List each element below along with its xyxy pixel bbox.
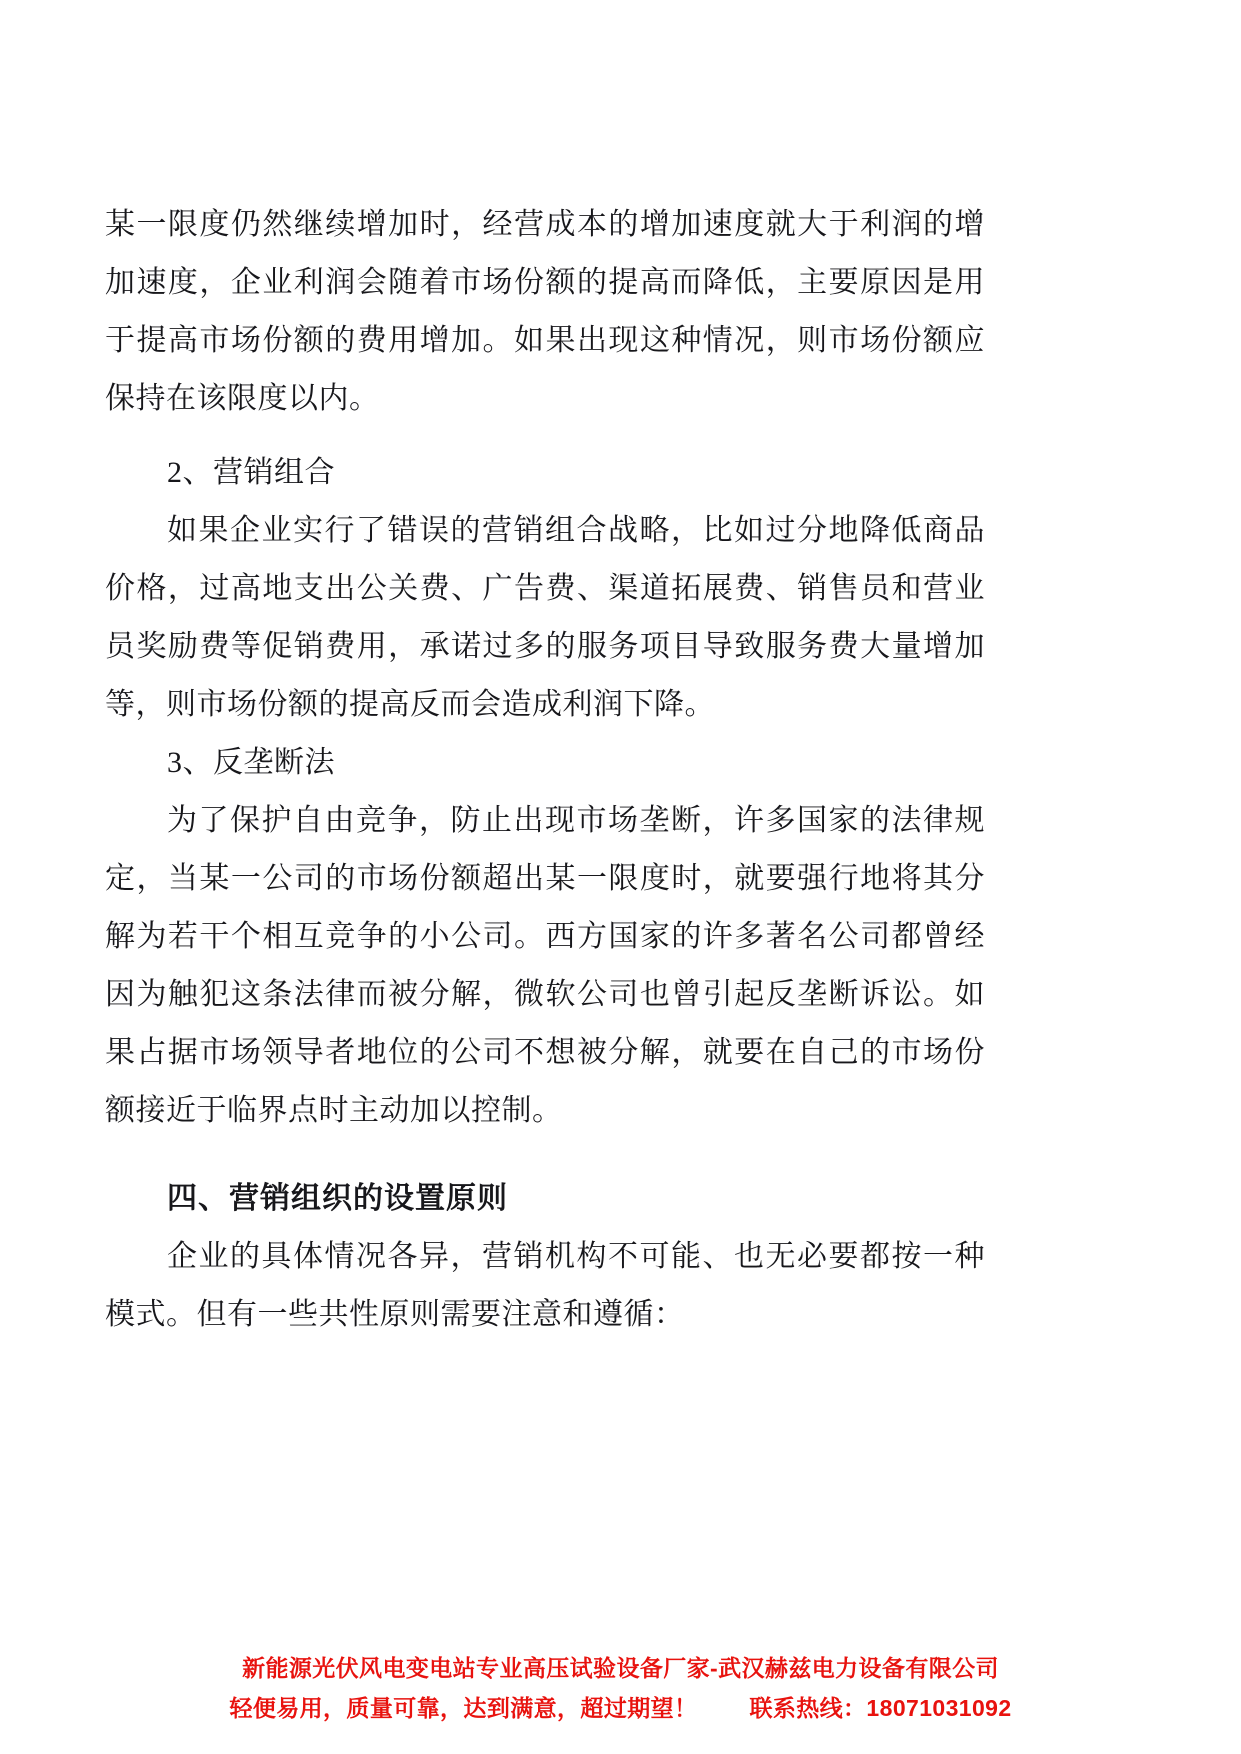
paragraph-antitrust-law: 为了保护自由竞争，防止出现市场垄断，许多国家的法律规定，当某一公司的市场份额超出某一限度时，就要强行地将其分解为若干个相互竞争的小公司。西方国家的许多著名公司都曾经因为触犯这条法律而被分解，微软公司也曾引起反垄断诉讼。如果占据市场领导者地位的公司不想被分解，就要在自己的市场份额接近于临界点时主动加以控制。 — [105, 804, 985, 1127]
footer-slogan-row — [0, 1688, 1241, 1728]
spacer — [105, 428, 985, 444]
heading-marketing-mix: 2、营销组合 — [167, 456, 335, 489]
footer-hotline: 联系热线：18071031092 — [749, 1695, 1012, 1721]
heading-antitrust-law: 3、反垄断法 — [167, 746, 335, 779]
paragraph-market-share-limit: 某一限度仍然继续增加时，经营成本的增加速度就大于利润的增加速度，企业利润会随着市场份额的提高而降低，主要原因是用于提高市场份额的费用增加。如果出现这种情况，则市场份额应保持在该限度以内。 — [105, 208, 985, 415]
document-body — [105, 196, 985, 1344]
paragraph-marketing-mix: 如果企业实行了错误的营销组合战略，比如过分地降低商品价格，过高地支出公关费、广告费、渠道拓展费、销售员和营业员奖励费等促销费用，承诺过多的服务项目导致服务费大量增加等，则市场份额的提高反而会造成利润下降。 — [105, 514, 985, 721]
heading-marketing-organization-principles: 四、营销组织的设置原则 — [167, 1182, 508, 1215]
footer-slogan: 轻便易用，质量可靠，达到满意，超过期望！ — [229, 1695, 698, 1721]
footer-company-line: 新能源光伏风电变电站专业高压试验设备厂家-武汉赫兹电力设备有限公司 — [242, 1655, 999, 1681]
spacer — [105, 1140, 985, 1170]
paragraph-marketing-organization-principles: 企业的具体情况各异，营销机构不可能、也无必要都按一种模式。但有一些共性原则需要注意和遵循： — [105, 1240, 985, 1331]
page-footer-advertisement — [0, 1648, 1241, 1728]
